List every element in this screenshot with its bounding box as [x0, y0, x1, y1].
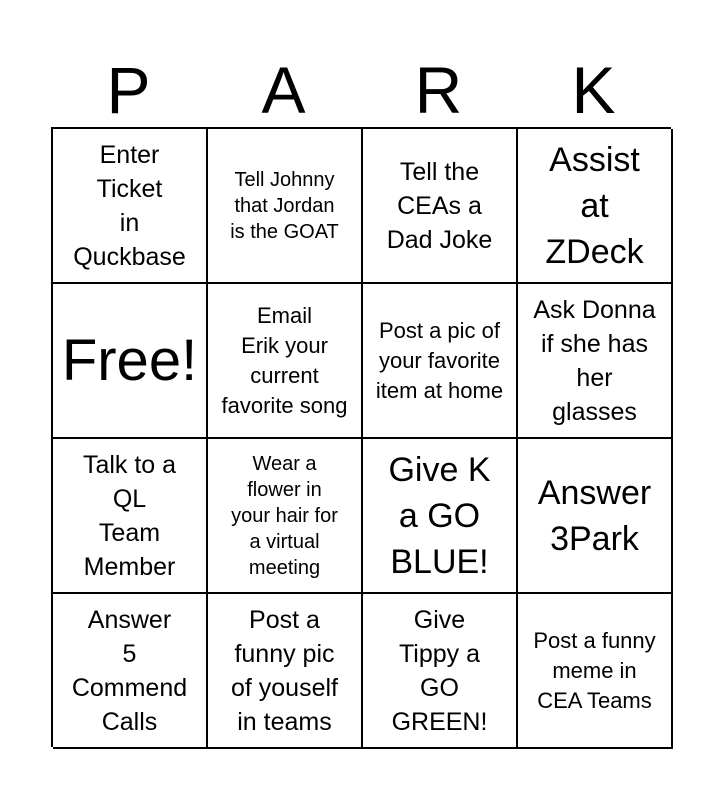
title-letter-a: A: [261, 53, 306, 127]
bingo-cell[interactable]: Tell Johnny that Jordan is the GOAT: [208, 129, 363, 284]
title-letter-k: K: [571, 53, 616, 127]
bingo-cell[interactable]: Answer 5 Commend Calls: [53, 594, 208, 749]
title-letter-p: P: [106, 53, 151, 127]
bingo-cell[interactable]: Give K a GO BLUE!: [363, 439, 518, 594]
bingo-cell[interactable]: Enter Ticket in Quckbase: [53, 129, 208, 284]
bingo-cell[interactable]: Give Tippy a GO GREEN!: [363, 594, 518, 749]
bingo-cell[interactable]: Post a funny meme in CEA Teams: [518, 594, 673, 749]
bingo-cell[interactable]: Ask Donna if she has her glasses: [518, 284, 673, 439]
bingo-cell[interactable]: Talk to a QL Team Member: [53, 439, 208, 594]
free-cell[interactable]: Free!: [53, 284, 208, 439]
bingo-cell[interactable]: Email Erik your current favorite song: [208, 284, 363, 439]
bingo-cell[interactable]: Post a funny pic of youself in teams: [208, 594, 363, 749]
bingo-cell[interactable]: Post a pic of your favorite item at home: [363, 284, 518, 439]
bingo-cell[interactable]: Wear a flower in your hair for a virtual meeting: [208, 439, 363, 594]
title-letter-r: R: [414, 53, 463, 127]
bingo-board: [51, 127, 671, 747]
bingo-cell[interactable]: Answer 3Park: [518, 439, 673, 594]
bingo-cell[interactable]: Tell the CEAs a Dad Joke: [363, 129, 518, 284]
bingo-cell[interactable]: Assist at ZDeck: [518, 129, 673, 284]
